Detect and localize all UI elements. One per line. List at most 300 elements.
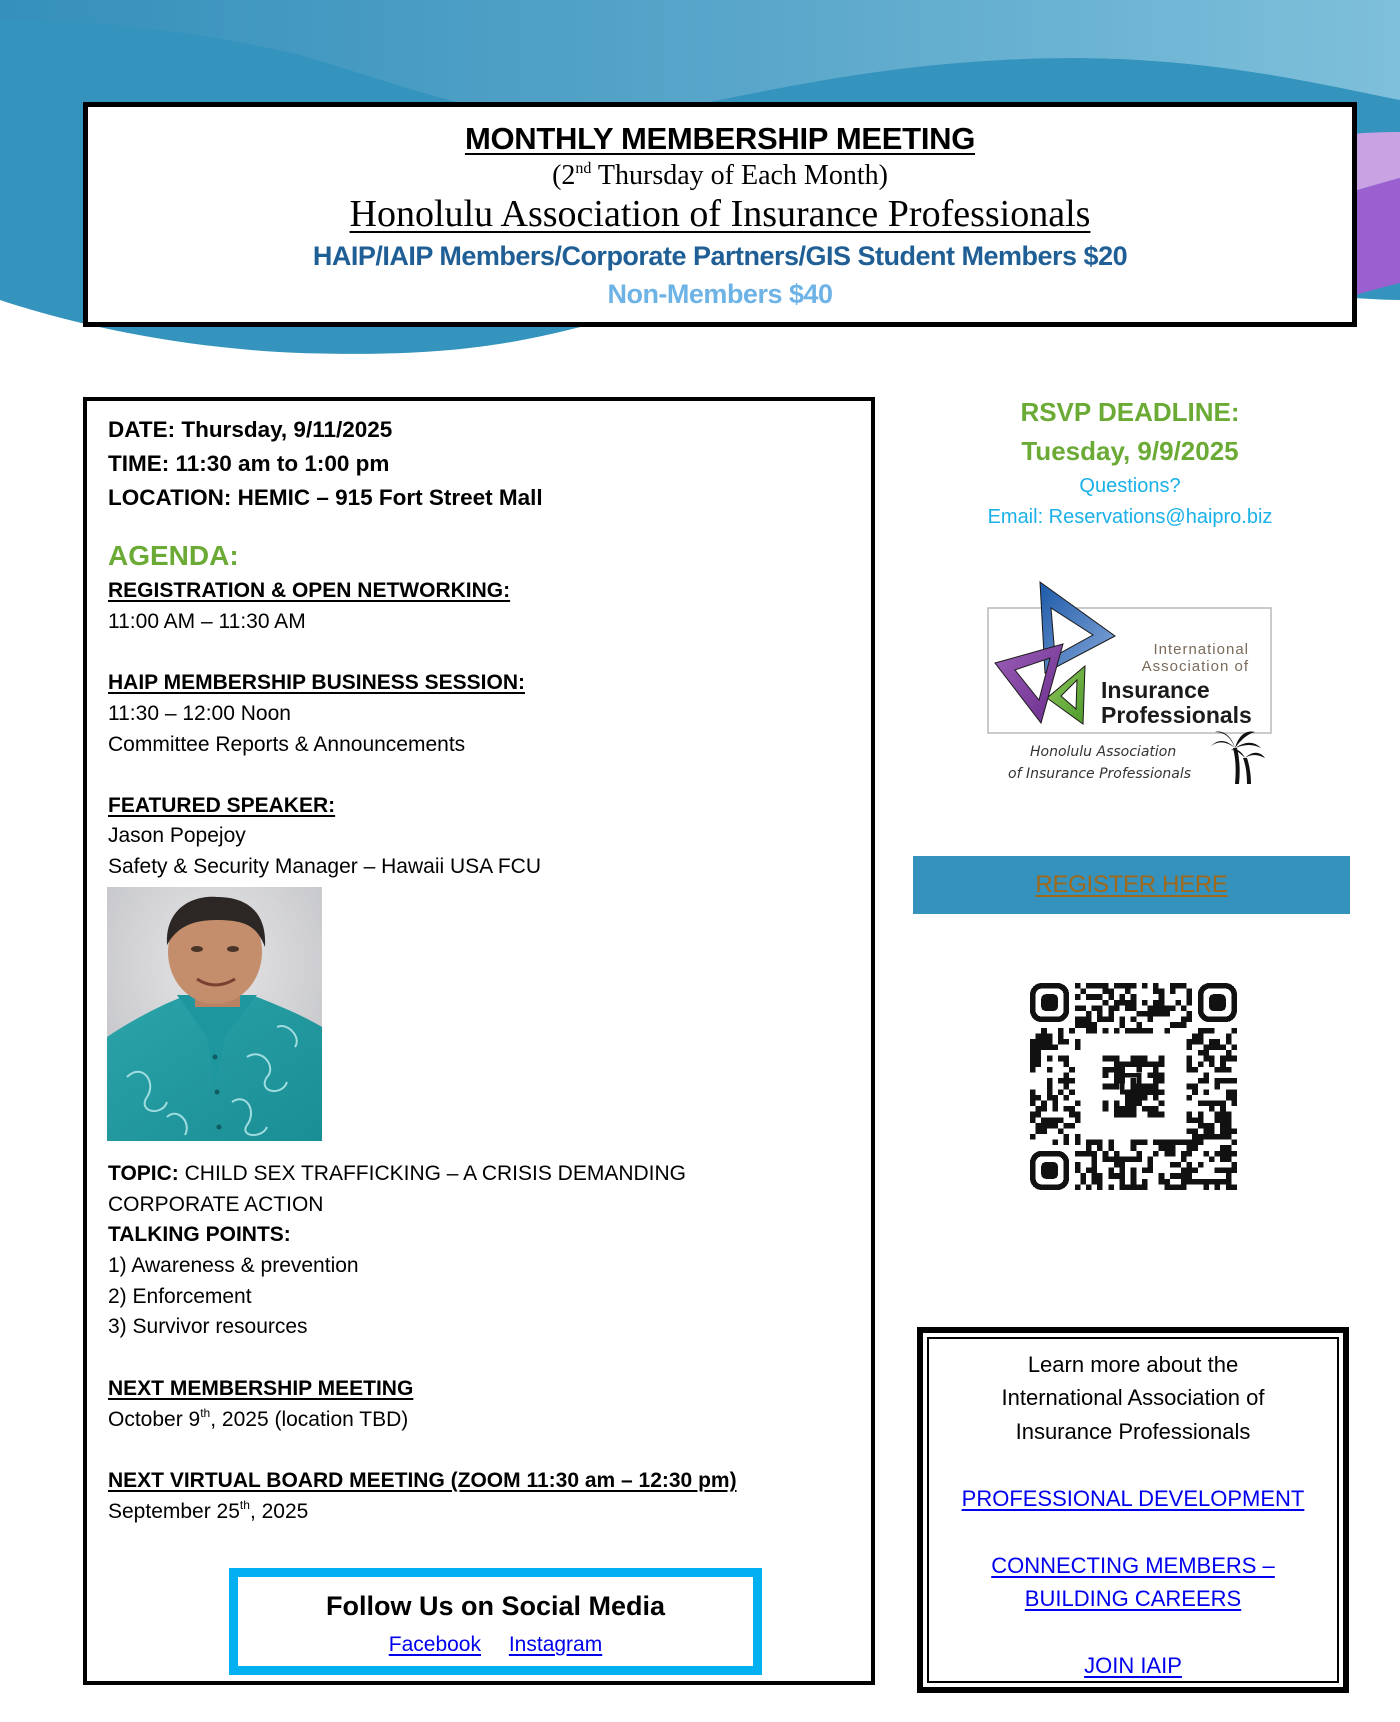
qr-module — [1226, 1117, 1232, 1123]
qr-module — [1142, 1184, 1148, 1190]
qr-module — [1231, 1151, 1237, 1157]
qr-module — [1153, 1073, 1159, 1079]
qr-module — [1131, 1145, 1137, 1151]
meeting-frequency — [88, 160, 1352, 192]
qr-module — [1075, 1168, 1081, 1174]
qr-module — [1187, 1168, 1193, 1174]
qr-module — [1209, 1100, 1215, 1106]
qr-module — [1092, 1005, 1098, 1011]
qr-module — [1125, 983, 1131, 989]
qr-module — [1142, 1089, 1148, 1095]
qr-module — [1142, 1179, 1148, 1185]
qr-module — [1103, 1000, 1109, 1006]
qr-module — [1125, 1005, 1131, 1011]
qr-module — [1030, 1061, 1036, 1067]
qr-module — [1030, 1089, 1036, 1095]
qr-module — [1164, 1140, 1170, 1146]
logo-text-insurance: Insurance — [1101, 677, 1210, 703]
qr-module — [1170, 1140, 1176, 1146]
qr-module — [1159, 1078, 1165, 1084]
qr-module — [1131, 1112, 1137, 1118]
qr-module — [1175, 1022, 1181, 1028]
qr-module — [1131, 1184, 1137, 1190]
qr-module — [1058, 1033, 1064, 1039]
qr-module — [1125, 1112, 1131, 1118]
qr-module — [1125, 1095, 1131, 1101]
frequency-prefix: (2 — [552, 160, 576, 191]
palm-tree-icon — [1211, 732, 1265, 784]
qr-module — [1231, 1028, 1237, 1034]
qr-module — [1092, 1022, 1098, 1028]
qr-module — [1192, 1145, 1198, 1151]
qr-module — [1198, 1112, 1204, 1118]
qr-module — [1103, 1156, 1109, 1162]
qr-module — [1030, 1067, 1036, 1073]
qr-module — [1075, 994, 1081, 1000]
qr-module — [1131, 1100, 1137, 1106]
qr-module — [1097, 1145, 1103, 1151]
qr-module — [1220, 1151, 1226, 1157]
qr-module — [1159, 1061, 1165, 1067]
qr-module — [1231, 1162, 1237, 1168]
qr-module — [1136, 1067, 1142, 1073]
qr-module — [1153, 983, 1159, 989]
qr-module — [1086, 1140, 1092, 1146]
qr-module — [1030, 1039, 1036, 1045]
qr-module — [1108, 1173, 1114, 1179]
qr-module — [1103, 1151, 1109, 1157]
qr-module — [1187, 989, 1193, 995]
qr-module — [1131, 1179, 1137, 1185]
qr-module — [1226, 1151, 1232, 1157]
frequency-ordinal: nd — [575, 160, 592, 177]
qr-module — [1036, 1056, 1042, 1062]
qr-module — [1142, 1106, 1148, 1112]
qr-module — [1069, 1123, 1075, 1129]
qr-module — [1120, 1173, 1126, 1179]
time-value: 11:30 am to 1:00 pm — [169, 451, 390, 476]
qr-module — [1226, 1184, 1232, 1190]
qr-module — [1103, 1017, 1109, 1023]
qr-module — [1226, 1078, 1232, 1084]
qr-module — [1147, 1156, 1153, 1162]
qr-module — [1153, 1106, 1159, 1112]
qr-module — [1047, 1117, 1053, 1123]
logo-text-professionals: Professionals — [1101, 702, 1252, 728]
qr-module — [1220, 1123, 1226, 1129]
qr-module — [1114, 1000, 1120, 1006]
member-price: HAIP/IAIP Members/Corporate Partners/GIS Student Members $20 — [312, 241, 1128, 271]
qr-module — [1142, 983, 1148, 989]
qr-module — [1215, 1151, 1221, 1157]
qr-module — [1170, 1173, 1176, 1179]
qr-module — [1131, 1168, 1137, 1174]
qr-module — [1125, 1100, 1131, 1106]
qr-module — [1114, 1100, 1120, 1106]
qr-module — [1041, 1028, 1047, 1034]
speaker-title: Safety & Security Manager – Hawaii USA FCU — [108, 855, 542, 878]
qr-module — [1231, 1095, 1237, 1101]
qr-module — [1153, 1084, 1159, 1090]
organization-name: Honolulu Association of Insurance Professionals — [349, 193, 1091, 235]
qr-module — [1086, 1028, 1092, 1034]
qr-module — [1170, 983, 1176, 989]
qr-module — [1192, 1179, 1198, 1185]
qr-module — [1064, 1056, 1070, 1062]
qr-module — [1209, 1061, 1215, 1067]
professional-development-link[interactable]: PROFESSIONAL DEVELOPMENT — [961, 1486, 1305, 1511]
qr-module — [1075, 1022, 1081, 1028]
talking-points-heading: TALKING POINTS: — [108, 1223, 291, 1246]
qr-module — [1231, 1056, 1237, 1062]
qr-module — [1187, 994, 1193, 1000]
qr-module — [1064, 1061, 1070, 1067]
qr-module — [1075, 1184, 1081, 1190]
qr-module — [1181, 1184, 1187, 1190]
qr-module — [1203, 1045, 1209, 1051]
qr-module — [1075, 1140, 1081, 1146]
qr-module — [1147, 1017, 1153, 1023]
qr-module — [1131, 1084, 1137, 1090]
qr-module — [1181, 1179, 1187, 1185]
qr-module — [1226, 1033, 1232, 1039]
qr-module — [1220, 1056, 1226, 1062]
qr-module — [1226, 1089, 1232, 1095]
qr-module — [1086, 1011, 1092, 1017]
qr-module — [1187, 1017, 1193, 1023]
qr-module — [1069, 1089, 1075, 1095]
qr-module — [1114, 1112, 1120, 1118]
qr-module — [1047, 1123, 1053, 1129]
qr-module — [1231, 1128, 1237, 1134]
qr-module — [1181, 1022, 1187, 1028]
qr-module — [1103, 1067, 1109, 1073]
qr-module — [1086, 983, 1092, 989]
qr-module — [1030, 1100, 1036, 1106]
qr-module — [1080, 1017, 1086, 1023]
qr-module — [1064, 1073, 1070, 1079]
qr-module — [1080, 1179, 1086, 1185]
qr-module — [1187, 1061, 1193, 1067]
qr-module — [1131, 1061, 1137, 1067]
qr-module — [1187, 1011, 1193, 1017]
qr-module — [1052, 1095, 1058, 1101]
qr-module — [1131, 1106, 1137, 1112]
qr-module — [1209, 1123, 1215, 1129]
qr-module — [1142, 1168, 1148, 1174]
next-board-date-rest: , 2025 — [249, 1500, 309, 1523]
qr-module — [1164, 1179, 1170, 1185]
qr-module — [1075, 1134, 1081, 1140]
qr-module — [1120, 1162, 1126, 1168]
qr-module — [1187, 1056, 1193, 1062]
questions-text: Questions? — [1079, 475, 1181, 497]
qr-module — [1142, 1000, 1148, 1006]
qr-module — [1175, 983, 1181, 989]
qr-module — [1058, 1039, 1064, 1045]
rsvp-email[interactable]: Email: Reservations@haipro.biz — [987, 506, 1273, 528]
qr-module — [1198, 1134, 1204, 1140]
qr-module — [1153, 1078, 1159, 1084]
qr-module — [1058, 1089, 1064, 1095]
qr-module — [1215, 1067, 1221, 1073]
qr-module — [1159, 1173, 1165, 1179]
qr-module — [1198, 1123, 1204, 1129]
qr-module — [1131, 1095, 1137, 1101]
qr-module — [1170, 1162, 1176, 1168]
qr-module — [1103, 1106, 1109, 1112]
qr-module — [1075, 1151, 1081, 1157]
qr-module — [1092, 1168, 1098, 1174]
register-here-link[interactable]: REGISTER HERE — [1035, 871, 1228, 898]
qr-module — [1086, 1145, 1092, 1151]
qr-module — [1226, 1145, 1232, 1151]
qr-module — [1226, 1112, 1232, 1118]
qr-module — [1036, 1123, 1042, 1129]
qr-module — [1226, 1134, 1232, 1140]
qr-module — [1192, 1033, 1198, 1039]
qr-module — [1075, 1039, 1081, 1045]
registration-heading: REGISTRATION & OPEN NETWORKING: — [108, 579, 511, 602]
qr-module — [1153, 1151, 1159, 1157]
qr-module — [1047, 1095, 1053, 1101]
qr-module — [1125, 1156, 1131, 1162]
qr-module — [1114, 1067, 1120, 1073]
qr-module — [1075, 1162, 1081, 1168]
qr-module — [1153, 1089, 1159, 1095]
qr-module — [1226, 1173, 1232, 1179]
qr-module — [1125, 1000, 1131, 1006]
qr-module — [1153, 1061, 1159, 1067]
qr-module — [1147, 1028, 1153, 1034]
qr-module — [1036, 1039, 1042, 1045]
qr-module — [1203, 1028, 1209, 1034]
qr-module — [1187, 1179, 1193, 1185]
join-iaip-link[interactable]: JOIN IAIP — [1084, 1653, 1182, 1678]
qr-module — [1114, 1028, 1120, 1034]
qr-module — [1131, 1005, 1137, 1011]
qr-module — [1086, 1022, 1092, 1028]
business-session-heading: HAIP MEMBERSHIP BUSINESS SESSION: — [108, 671, 525, 694]
qr-module — [1159, 1073, 1165, 1079]
qr-module — [1147, 1168, 1153, 1174]
qr-module — [1086, 1168, 1092, 1174]
qr-module — [1080, 1151, 1086, 1157]
qr-module — [1203, 1089, 1209, 1095]
event-time — [108, 452, 389, 476]
qr-module — [1226, 1156, 1232, 1162]
qr-module — [1047, 1039, 1053, 1045]
qr-module — [1108, 1084, 1114, 1090]
qr-module — [1114, 1162, 1120, 1168]
qr-module — [1108, 1184, 1114, 1190]
qr-module — [1159, 1100, 1165, 1106]
next-board-meeting-heading: NEXT VIRTUAL BOARD MEETING (ZOOM 11:30 am – 12:30 pm) — [108, 1469, 737, 1492]
qr-module — [1030, 1112, 1036, 1118]
qr-module — [1159, 1089, 1165, 1095]
next-meeting-heading: NEXT MEMBERSHIP MEETING — [108, 1377, 414, 1400]
qr-module — [1125, 1184, 1131, 1190]
qr-module — [1187, 1000, 1193, 1006]
qr-module — [1159, 1140, 1165, 1146]
qr-module — [1092, 983, 1098, 989]
qr-module — [1159, 1112, 1165, 1118]
qr-module — [1147, 1011, 1153, 1017]
qr-module — [1069, 1028, 1075, 1034]
qr-module — [1170, 1022, 1176, 1028]
qr-module — [1114, 1005, 1120, 1011]
qr-module — [1120, 1168, 1126, 1174]
event-location — [108, 486, 543, 510]
qr-module — [1047, 1084, 1053, 1090]
qr-module — [1120, 1106, 1126, 1112]
qr-module — [1175, 1162, 1181, 1168]
qr-module — [1187, 1128, 1193, 1134]
qr-module — [1103, 1100, 1109, 1106]
qr-module — [1203, 1128, 1209, 1134]
qr-module — [1097, 983, 1103, 989]
facebook-link[interactable]: Facebook — [388, 1633, 481, 1656]
qr-module — [1198, 1028, 1204, 1034]
learn-more-line-1: Learn more about the — [1027, 1352, 1239, 1377]
building-careers-link[interactable]: BUILDING CAREERS — [1024, 1586, 1242, 1611]
next-meeting-date-main: October 9 — [108, 1408, 201, 1431]
qr-module — [1136, 1140, 1142, 1146]
next-board-date-main: September 25 — [108, 1500, 240, 1523]
qr-module — [1069, 1112, 1075, 1118]
qr-module — [1103, 1056, 1109, 1062]
qr-module — [1153, 1095, 1159, 1101]
qr-module — [1097, 1005, 1103, 1011]
qr-module — [1220, 1067, 1226, 1073]
learn-more-line-3: Insurance Professionals — [1015, 1419, 1251, 1444]
qr-module — [1226, 1056, 1232, 1062]
qr-module — [1080, 989, 1086, 995]
talking-point-2: 2) Enforcement — [108, 1285, 252, 1308]
meeting-title: MONTHLY MEMBERSHIP MEETING — [464, 121, 976, 156]
qr-module — [1153, 1005, 1159, 1011]
speaker-photo — [107, 887, 322, 1141]
qr-module — [1226, 1179, 1232, 1185]
qr-module — [1153, 1000, 1159, 1006]
qr-module — [1192, 1117, 1198, 1123]
qr-module — [1181, 1140, 1187, 1146]
frequency-suffix: Thursday of Each Month) — [591, 160, 888, 191]
connecting-members-link[interactable]: CONNECTING MEMBERS – — [991, 1553, 1275, 1578]
qr-module — [1192, 1084, 1198, 1090]
qr-module — [1147, 1106, 1153, 1112]
qr-module — [1187, 1140, 1193, 1146]
qr-module — [1131, 994, 1137, 1000]
qr-module — [1181, 1005, 1187, 1011]
qr-module — [1187, 1173, 1193, 1179]
qr-module — [1159, 1005, 1165, 1011]
qr-module — [1047, 1033, 1053, 1039]
qr-module — [1209, 1039, 1215, 1045]
qr-module — [1159, 1179, 1165, 1185]
qr-module — [1209, 1134, 1215, 1140]
qr-module — [1120, 1112, 1126, 1118]
qr-module — [1108, 1140, 1114, 1146]
qr-module — [1192, 1168, 1198, 1174]
qr-module — [1181, 1173, 1187, 1179]
qr-module — [1142, 1028, 1148, 1034]
qr-module — [1209, 1106, 1215, 1112]
qr-module — [1120, 1179, 1126, 1185]
qr-module — [1215, 1179, 1221, 1185]
qr-module — [1108, 1168, 1114, 1174]
qr-module — [1220, 1128, 1226, 1134]
topic-text: CHILD SEX TRAFFICKING – A CRISIS DEMANDING — [178, 1162, 687, 1185]
qr-module — [1097, 1140, 1103, 1146]
event-details-box — [83, 397, 875, 1685]
qr-module — [1120, 983, 1126, 989]
qr-module — [1036, 1112, 1042, 1118]
qr-module — [1108, 1156, 1114, 1162]
qr-module — [1131, 1017, 1137, 1023]
instagram-link[interactable]: Instagram — [508, 1633, 603, 1656]
qr-module — [1030, 1134, 1036, 1140]
qr-module — [1036, 1045, 1042, 1051]
qr-module — [1103, 1073, 1109, 1079]
qr-module — [1075, 1005, 1081, 1011]
qr-module — [1209, 1028, 1215, 1034]
qr-module — [1064, 1084, 1070, 1090]
qr-module — [1047, 1067, 1053, 1073]
qr-module — [1159, 1056, 1165, 1062]
qr-module — [1220, 1179, 1226, 1185]
talking-point-3: 3) Survivor resources — [108, 1315, 308, 1338]
qr-module — [1131, 983, 1137, 989]
qr-module — [1064, 1078, 1070, 1084]
qr-module — [1209, 1045, 1215, 1051]
qr-code[interactable] — [1030, 983, 1237, 1190]
register-banner[interactable] — [913, 856, 1350, 914]
qr-module — [1092, 1140, 1098, 1146]
qr-module — [1064, 1123, 1070, 1129]
qr-module — [1036, 1106, 1042, 1112]
qr-module — [1136, 1056, 1142, 1062]
qr-module — [1120, 1017, 1126, 1023]
qr-module — [1052, 1123, 1058, 1129]
qr-module — [1181, 983, 1187, 989]
qr-module — [1075, 1045, 1081, 1051]
qr-module — [1108, 989, 1114, 995]
event-date — [108, 418, 392, 442]
qr-module — [1153, 1112, 1159, 1118]
qr-module — [1075, 1117, 1081, 1123]
qr-module — [1036, 1050, 1042, 1056]
qr-module — [1220, 1145, 1226, 1151]
qr-module — [1147, 1073, 1153, 1079]
qr-module — [1209, 1128, 1215, 1134]
qr-module — [1131, 1028, 1137, 1034]
qr-module — [1231, 1078, 1237, 1084]
social-media-title: Follow Us on Social Media — [325, 1591, 666, 1621]
rsvp-deadline-label: RSVP DEADLINE: — [1020, 397, 1240, 427]
qr-module — [1052, 1106, 1058, 1112]
qr-module — [1159, 1000, 1165, 1006]
location-value: HEMIC – 915 Fort Street Mall — [231, 485, 543, 510]
qr-module — [1198, 1100, 1204, 1106]
qr-module — [1187, 1112, 1193, 1118]
qr-module — [1125, 1106, 1131, 1112]
qr-module — [1108, 1005, 1114, 1011]
qr-module — [1136, 1095, 1142, 1101]
qr-module — [1114, 1173, 1120, 1179]
qr-module — [1181, 1151, 1187, 1157]
nonmember-price: Non-Members $40 — [607, 279, 833, 309]
